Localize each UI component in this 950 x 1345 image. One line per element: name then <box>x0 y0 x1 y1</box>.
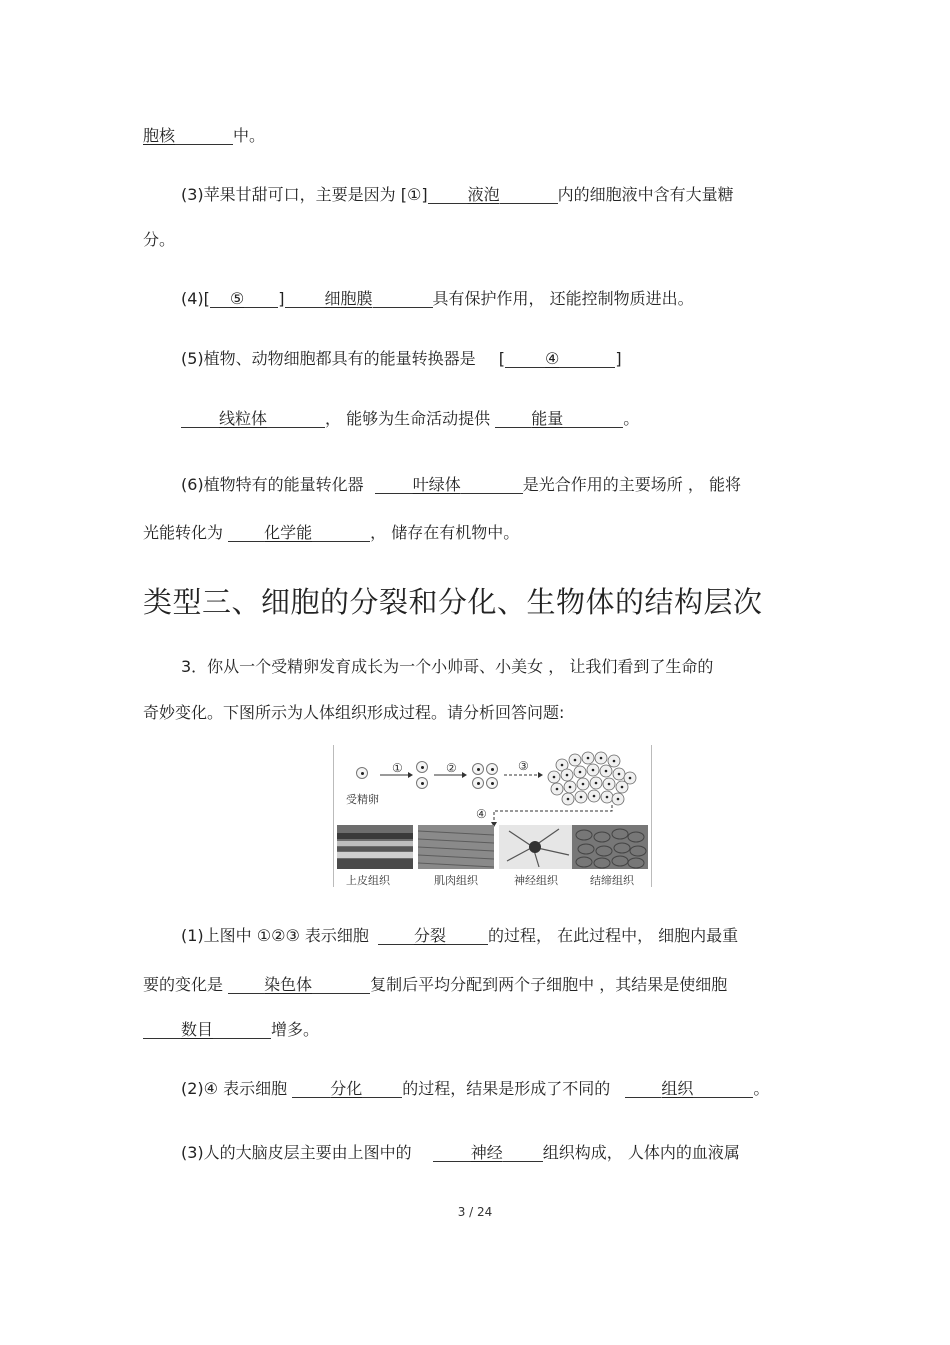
step-4-label: ④ <box>476 807 487 821</box>
blank <box>213 1022 271 1039</box>
text: (6)植物特有的能量转化器 <box>181 475 364 494</box>
text: 是光合作用的主要场所 ， 能将 <box>522 475 741 494</box>
cell-icon <box>472 777 484 789</box>
cell-icon <box>472 763 484 775</box>
blank <box>362 1081 402 1098</box>
tissue-formation-figure <box>333 745 652 887</box>
blank <box>563 411 623 428</box>
text: 的过程，结果是形成了不同的 <box>402 1079 611 1098</box>
text: 增多。 <box>271 1020 320 1039</box>
text: 光能转化为 <box>143 523 224 542</box>
text: ] <box>615 349 622 368</box>
answer-text: 分化 <box>330 1079 363 1098</box>
blank <box>433 1145 471 1162</box>
blank <box>373 291 433 308</box>
blank <box>181 411 219 428</box>
answer-text: 叶绿体 <box>412 475 461 494</box>
text: 分。 <box>143 230 176 249</box>
egg-label: 受精卵 <box>346 793 379 806</box>
tissue-label: 神经组织 <box>514 874 558 887</box>
text: 。 <box>623 409 640 428</box>
q2-line-2 <box>181 184 734 206</box>
answer-text: 染色体 <box>264 975 313 994</box>
text: 的过程， 在此过程中， 细胞内最重 <box>487 926 739 945</box>
cell-icon <box>356 767 368 779</box>
text: 复制后平均分配到两个子细胞中 ，其结果是使细胞 <box>370 975 728 994</box>
step-1-label: ① <box>392 761 403 775</box>
blank <box>312 977 370 994</box>
step-3-label: ③ <box>518 759 529 773</box>
blank <box>312 525 370 542</box>
blank <box>378 928 414 945</box>
text: (3)人的大脑皮层主要由上图中的 <box>181 1143 412 1162</box>
blank <box>143 1022 181 1039</box>
text: 内的细胞液中含有大量糖 <box>557 185 734 204</box>
q3-part1-line-2 <box>143 974 727 996</box>
blank <box>375 477 413 494</box>
answer-text: 能量 <box>531 409 564 428</box>
blank <box>285 291 325 308</box>
text: 3．你从一个受精卵发育成长为一个小帅哥、小美女 ， 让我们看到了生命的 <box>181 657 714 676</box>
answer-text: 化学能 <box>264 523 313 542</box>
q3-part3-line <box>181 1142 740 1164</box>
text: 奇妙变化。下图所示为人体组织形成过程。请分析回答问题: <box>143 703 565 722</box>
q2-line-6 <box>181 408 639 430</box>
q2-line-3 <box>143 229 175 251</box>
blank <box>461 477 523 494</box>
blank <box>228 525 264 542</box>
blank <box>228 977 264 994</box>
q3-part1-line-3 <box>143 1019 319 1041</box>
answer-text: 液泡 <box>467 185 500 204</box>
text: (1)上图中 ①②③ 表示细胞 <box>181 926 369 945</box>
answer-text: 神经 <box>470 1143 503 1162</box>
q2-line-7 <box>181 474 741 496</box>
tissue-label: 结缔组织 <box>590 874 634 887</box>
text: (3)苹果甘甜可口，主要是因为 [①] <box>181 185 428 204</box>
answer-text: 组织 <box>661 1079 694 1098</box>
cell-icon <box>486 777 498 789</box>
page-number: 3 / 24 <box>457 1205 493 1219</box>
answer-text: 分裂 <box>413 926 446 945</box>
epithelial-tissue-image <box>337 825 413 869</box>
blank <box>625 1081 661 1098</box>
connective-tissue-image <box>572 825 648 869</box>
blank <box>559 351 615 368</box>
answer-text: 细胞膜 <box>324 289 373 308</box>
text: 组织构成， 人体内的血液属 <box>542 1143 740 1162</box>
blank <box>244 291 278 308</box>
blank <box>505 351 545 368</box>
blank <box>446 928 488 945</box>
blank <box>267 411 325 428</box>
text: ， 储存在有机物中。 <box>370 523 520 542</box>
answer-text: 线粒体 <box>219 409 268 428</box>
text: 中。 <box>233 126 266 145</box>
text: (5)植物、动物细胞都具有的能量转换器是 <box>181 349 476 368</box>
answer-text: ⑤ <box>229 289 245 308</box>
text: ， 能够为生命活动提供 <box>325 409 491 428</box>
blank <box>503 1145 543 1162</box>
blank <box>500 187 558 204</box>
tissue-label: 肌肉组织 <box>434 874 478 887</box>
blank <box>292 1081 330 1098</box>
cell-icon <box>416 761 428 773</box>
blank <box>495 411 531 428</box>
q2-line-8 <box>143 522 519 544</box>
text: [ <box>498 349 506 368</box>
cell-icon <box>416 777 428 789</box>
q2-line-1 <box>143 125 265 147</box>
answer-text: 数目 <box>181 1020 214 1039</box>
step-2-label: ② <box>446 761 457 775</box>
nerve-tissue-image <box>499 825 575 869</box>
answer-text: 胞核 <box>143 126 176 145</box>
cell-icon <box>486 763 498 775</box>
blank <box>693 1081 753 1098</box>
section-heading: 类型三、细胞的分裂和分化、生物体的结构层次 <box>143 585 763 619</box>
q2-line-5 <box>181 348 622 370</box>
text: 要的变化是 <box>143 975 224 994</box>
cell-cluster-icon <box>542 749 642 807</box>
text: (4)[ <box>181 289 210 308</box>
blank <box>210 291 230 308</box>
answer-text: ④ <box>545 349 560 368</box>
q3-intro-1 <box>181 656 713 678</box>
text: 具有保护作用， 还能控制物质进出。 <box>432 289 694 308</box>
q3-part1-line-1 <box>181 925 738 947</box>
q3-intro-2 <box>143 702 564 724</box>
q2-line-4 <box>181 288 694 310</box>
text: 。 <box>753 1079 770 1098</box>
text: ] <box>278 289 285 308</box>
q3-part2-line <box>181 1078 769 1100</box>
blank <box>175 128 233 145</box>
blank <box>428 187 468 204</box>
muscle-tissue-image <box>418 825 494 869</box>
tissue-label: 上皮组织 <box>346 874 390 887</box>
text: (2)④ 表示细胞 <box>181 1079 288 1098</box>
